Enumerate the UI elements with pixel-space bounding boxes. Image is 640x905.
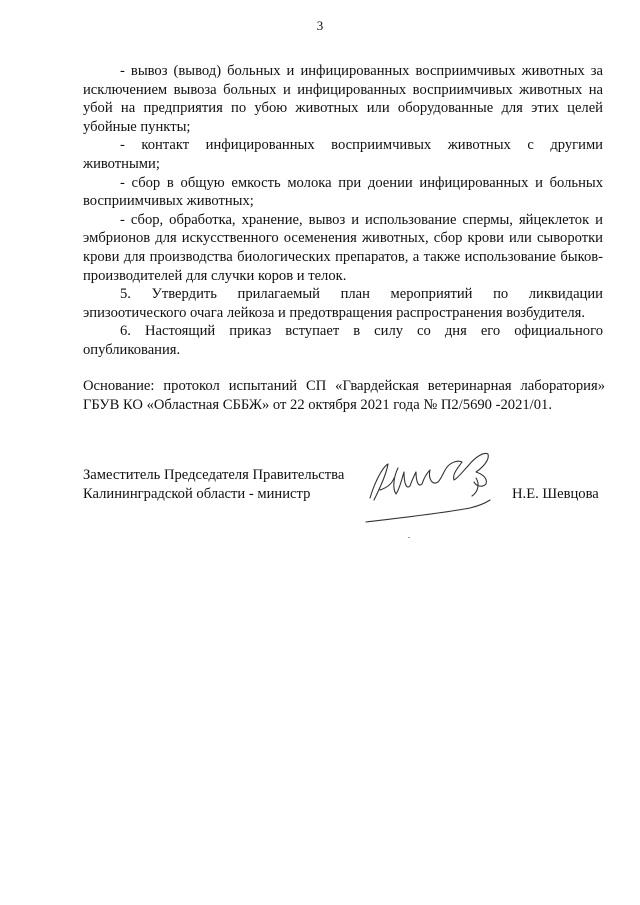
page-number: 3 [316, 18, 324, 33]
signer-name: Н.Е. Шевцова [512, 486, 599, 502]
signer-title-line-2: Калининградской области - министр [83, 485, 311, 502]
paragraph-item-6: 6. Настоящий приказ вступает в силу со дня его официального опубликования. [83, 323, 603, 358]
signer-title-line-1: Заместитель Председателя Правительства [83, 467, 345, 483]
paragraph-export-restriction: - вывоз (вывод) больных и инфицированных восприимчивых животных за исключением вывоза больных и инфицированных восприимчивых животных на убой на предприятия по убою животных или оборудованные для этих целей убойные пункты; [83, 63, 603, 135]
signer-title [83, 466, 344, 503]
handwritten-signature [358, 448, 508, 533]
paragraph-item-5: 5. Утвердить прилагаемый план мероприятий по ликвидации эпизоотического очага лейкоза и предотвращения распространения возбудителя. [83, 286, 603, 321]
paragraph-milk-restriction: - сбор в общую емкость молока при доении инфицированных и больных восприимчивых животных; [83, 174, 603, 210]
document-body [83, 62, 603, 360]
basis-note: Основание: протокол испытаний СП «Гвардейская ветеринарная лаборатория» ГБУВ КО «Областная СББЖ» от 22 октября 2021 года № П2/5690 -2021/01. [83, 378, 605, 413]
paragraph-semen-restriction: - сбор, обработка, хранение, вывоз и использование спермы, яйцеклеток и эмбрионов для искусственного осеменения животных, сбор крови или сыворотки крови для производства биологических препаратов, а также использование быков-производителей для случки коров и телок. [83, 211, 603, 284]
scan-dot [408, 537, 410, 538]
paragraph-contact-restriction: - контакт инфицированных восприимчивых животных с другими животными; [83, 137, 603, 172]
